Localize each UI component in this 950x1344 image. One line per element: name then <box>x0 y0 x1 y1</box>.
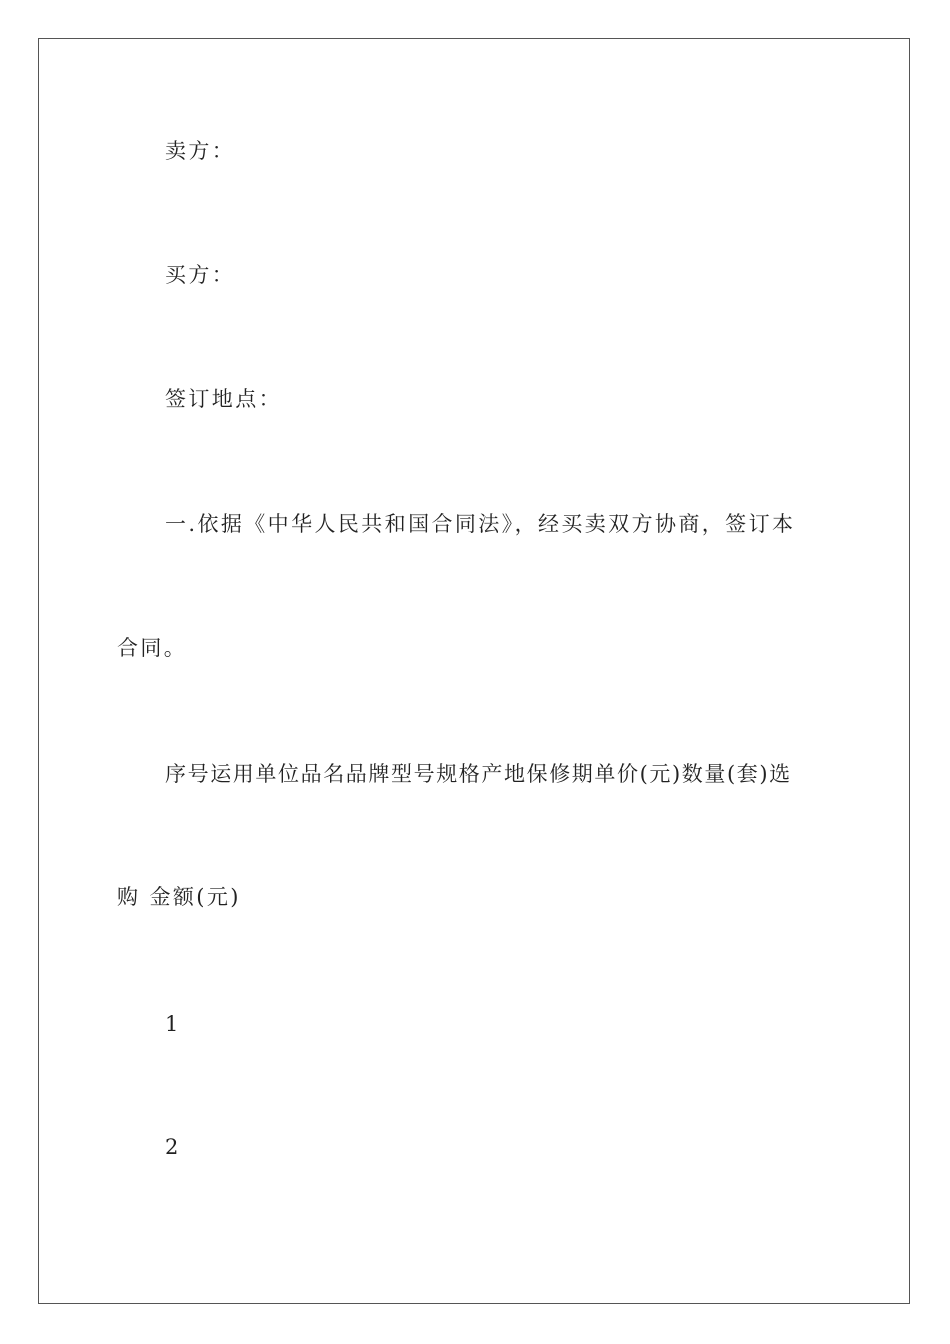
row-number-2: 2 <box>165 1135 179 1159</box>
buyer-label: 买方： <box>165 263 236 287</box>
table-header-line1: 序号运用单位品名品牌型号规格产地保修期单价(元)数量(套)选 <box>165 762 792 786</box>
page-frame <box>38 38 910 1304</box>
row-number-1: 1 <box>165 1012 179 1036</box>
clause-one-line1: 一.依据《中华人民共和国合同法》，经买卖双方协商，签订本 <box>165 512 796 536</box>
clause-one-line2: 合同。 <box>117 636 188 660</box>
signing-place-label: 签订地点： <box>165 387 282 411</box>
seller-label: 卖方： <box>165 139 236 163</box>
table-header-line2: 购 金额(元) <box>117 885 241 909</box>
